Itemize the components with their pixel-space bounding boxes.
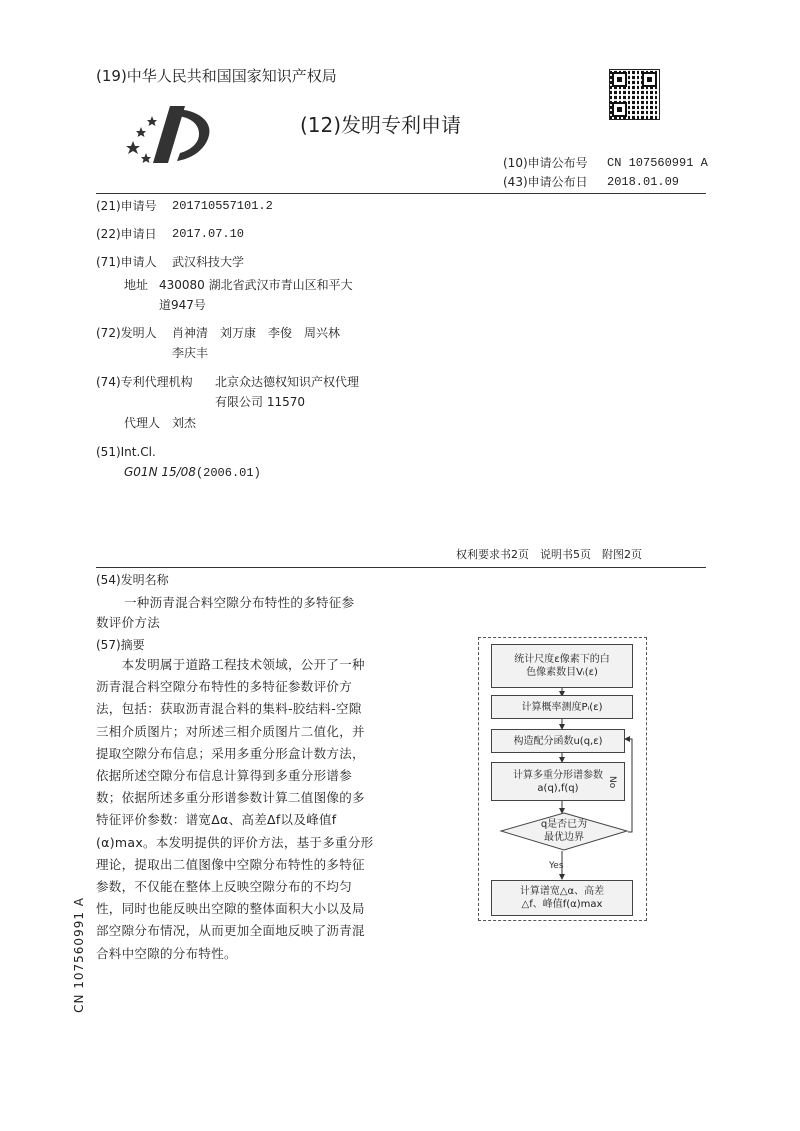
abstract-line: 依据所述空隙分布信息计算得到多重分形谱参 bbox=[96, 768, 353, 784]
flow-step-text: 计算谱宽△α、高差 bbox=[519, 886, 605, 897]
flow-step-partition-function bbox=[491, 729, 625, 753]
abstract-line: 性，同时也能反映出空隙的整体面积大小以及局 bbox=[96, 901, 365, 917]
invention-title-line-1: 一种沥青混合料空隙分布特性的多特征参 bbox=[124, 595, 355, 610]
office-name: (19)中华人民共和国国家知识产权局 bbox=[96, 67, 337, 85]
abstract-line: 参数，不仅能在整体上反映空隙分布的不均匀 bbox=[96, 879, 353, 895]
side-publication-number: CN 107560991 A bbox=[72, 897, 86, 1013]
inventors-line-1: 肖神清 刘万康 李俊 周兴林 bbox=[172, 326, 341, 340]
abstract-line: 本发明属于道路工程技术领域，公开了一种 bbox=[96, 657, 365, 672]
inventors-label: (72)发明人 bbox=[96, 326, 157, 340]
app-date: 2017.07.10 bbox=[172, 227, 245, 241]
abstract-line: 合料中空隙的分布特性。 bbox=[96, 945, 237, 961]
pub-date: 2018.01.09 bbox=[607, 175, 680, 189]
header-divider bbox=[96, 193, 706, 194]
address-line-1: 430080 湖北省武汉市青山区和平大 bbox=[159, 278, 353, 292]
agency-line-1: 北京众达德权知识产权代理 bbox=[215, 375, 360, 389]
agency-label: (74)专利代理机构 bbox=[96, 375, 193, 389]
abstract-line: 数；依据所述多重分形谱参数计算二值图像的多 bbox=[96, 790, 365, 806]
flow-yes-label: Yes bbox=[549, 861, 564, 871]
flow-step-probability bbox=[491, 695, 633, 719]
title-label: (54)发明名称 bbox=[96, 573, 169, 587]
abstract-line: (α)max。本发明提供的评价方法，基于多重分形 bbox=[96, 834, 374, 850]
app-no-label: (21)申请号 bbox=[96, 199, 157, 213]
flow-step-text: 计算概率测度Pᵢ(ε) bbox=[521, 701, 603, 713]
abstract-line: 特征评价参数：谱宽Δα、高差Δf以及峰值f bbox=[96, 812, 337, 828]
flow-step-text: 构造配分函数u(q,ε) bbox=[513, 735, 603, 747]
flow-step-text: 色像素数目Vᵢ(ε) bbox=[526, 667, 598, 678]
flow-step-text: a(q),f(q) bbox=[537, 782, 579, 794]
doc-type: (12)发明专利申请 bbox=[300, 113, 462, 137]
app-date-label: (22)申请日 bbox=[96, 227, 157, 241]
address-line-2: 道947号 bbox=[159, 298, 206, 312]
abstract-line: 法，包括：获取沥青混合料的集料-胶结料-空隙 bbox=[96, 701, 362, 717]
flow-decision-line: q是否已为 bbox=[540, 819, 588, 830]
flow-step-multifractal bbox=[491, 762, 625, 801]
address-label: 地址 bbox=[124, 278, 149, 292]
flow-step-evaluation bbox=[491, 880, 633, 916]
pub-no-label: (10)申请公布号 bbox=[503, 156, 588, 170]
page-counts: 权利要求书2页 说明书5页 附图2页 bbox=[456, 548, 642, 561]
flow-decision-line: 最优边界 bbox=[544, 832, 584, 843]
agency-line-2: 有限公司 11570 bbox=[215, 395, 305, 409]
flow-step-count-pixels bbox=[491, 644, 633, 688]
invention-title-line-2: 数评价方法 bbox=[96, 615, 161, 630]
abstract-line: 沥青混合料空隙分布特性的多特征参数评价方 bbox=[96, 679, 353, 695]
applicant: 武汉科技大学 bbox=[172, 255, 245, 269]
applicant-label: (71)申请人 bbox=[96, 255, 157, 269]
agent-label: 代理人 bbox=[124, 416, 161, 430]
intcl-year: (2006.01) bbox=[195, 466, 261, 480]
flow-no-label: No bbox=[607, 776, 617, 789]
agent: 刘杰 bbox=[172, 416, 197, 430]
pub-no: CN 107560991 A bbox=[607, 156, 708, 170]
intcl-code: G01N 15/08 bbox=[124, 465, 196, 479]
abstract-text bbox=[96, 654, 386, 965]
intcl-label: (51)Int.Cl. bbox=[96, 445, 156, 459]
abstract-line: 部空隙分布情况，从而更加全面地反映了沥青混 bbox=[96, 923, 365, 939]
flow-step-text: 统计尺度ε像素下的白 bbox=[514, 654, 610, 665]
inventors-line-2: 李庆丰 bbox=[172, 346, 209, 360]
flow-step-text: △f、峰值f(α)max bbox=[521, 899, 603, 910]
abstract-line: 提取空隙分布信息；采用多重分形盒计数方法， bbox=[96, 745, 365, 761]
flow-decision-text bbox=[499, 818, 629, 844]
cnipa-logo-icon bbox=[125, 101, 220, 166]
qr-code-icon bbox=[609, 69, 660, 120]
counts-divider bbox=[96, 567, 706, 568]
abstract-label: (57)摘要 bbox=[96, 638, 145, 652]
abstract-line: 理论，提取出二值图像中空隙分布特性的多特征 bbox=[96, 856, 365, 872]
app-no: 201710557101.2 bbox=[172, 199, 273, 213]
flow-step-text: 计算多重分形谱参数 bbox=[513, 769, 603, 781]
pub-date-label: (43)申请公布日 bbox=[503, 175, 588, 189]
abstract-line: 三相介质图片；对所述三相介质图片二值化，并 bbox=[96, 723, 365, 739]
